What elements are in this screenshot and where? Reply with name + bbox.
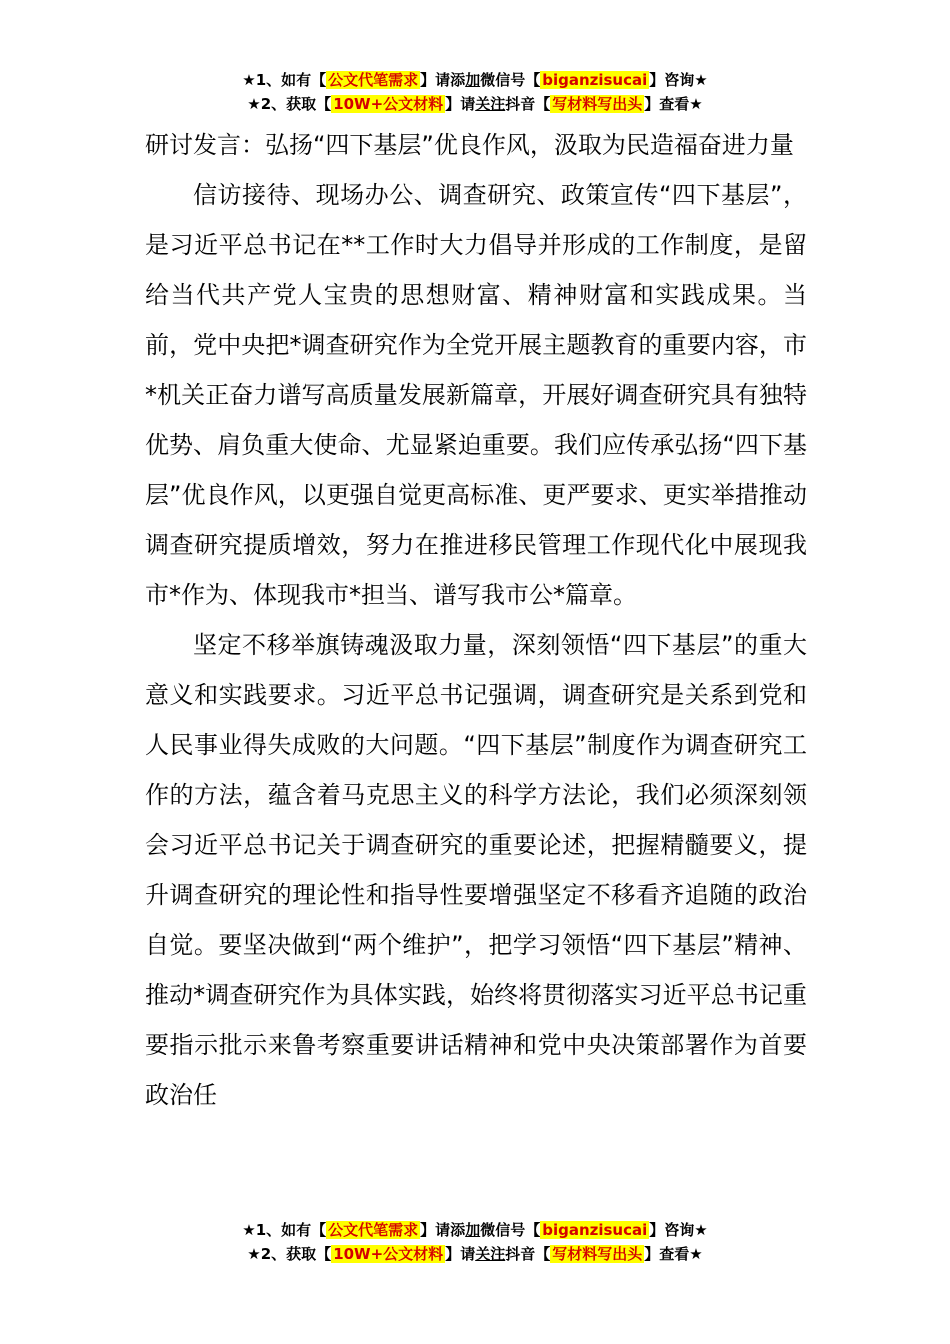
- promo-line-2: ★2、获取【 10W+公文材料 】请关注抖音【 写材料写出头 】查看★: [247, 95, 703, 113]
- highlight-douyin-account: 写材料写出头: [552, 1245, 643, 1263]
- promo-line-1: ★1、如有【 公文代笔需求 】请添加微信号【 biganzisucai 】咨询★: [242, 1221, 708, 1239]
- header-promo-banner: [0, 68, 950, 116]
- document-body: [145, 120, 807, 1120]
- paragraph-1: 信访接待、现场办公、调查研究、政策宣传“四下基层”，是习近平总书记在**工作时大力倡导并形成的工作制度，是留给当代共产党人宝贵的思想财富、精神财富和实践成果。当前，党中央把*调查研究作为全党开展主题教育的重要内容，市*机关正奋力谱写高质量发展新篇章，开展好调查研究具有独特优势、肩负重大使命、尤显紧迫重要。我们应传承弘扬“四下基层”优良作风，以更强自觉更高标准、更严要求、更实举措推动调查研究提质增效，努力在推进移民管理工作现代化中展现我市*作为、体现我市*担当、谱写我市公*篇章。: [145, 181, 807, 609]
- footer-promo-banner: [0, 1218, 950, 1266]
- highlight-writing-service: 公文代笔需求: [328, 71, 419, 89]
- highlight-wechat-id: biganzisucai: [542, 71, 648, 89]
- promo-line-1: ★1、如有【 公文代笔需求 】请添加微信号【 biganzisucai 】咨询★: [242, 71, 708, 89]
- highlight-wechat-id: biganzisucai: [542, 1221, 648, 1239]
- highlight-writing-service: 公文代笔需求: [328, 1221, 419, 1239]
- highlight-materials: 10W+公文材料: [333, 1245, 444, 1263]
- paragraph-2: 坚定不移举旗铸魂汲取力量，深刻领悟“四下基层”的重大意义和实践要求。习近平总书记强调，调查研究是关系到党和人民事业得失成败的大问题。“四下基层”制度作为调查研究工作的方法，蕴含着马克思主义的科学方法论，我们必须深刻领会习近平总书记关于调查研究的重要论述，把握精髓要义，提升调查研究的理论性和指导性要增强坚定不移看齐追随的政治自觉。要坚决做到“两个维护”，把学习领悟“四下基层”精神、推动*调查研究作为具体实践，始终将贯彻落实习近平总书记重要指示批示来鲁考察重要讲话精神和党中央决策部署作为首要政治任: [145, 631, 807, 1109]
- promo-line-2: ★2、获取【 10W+公文材料 】请关注抖音【 写材料写出头 】查看★: [247, 1245, 703, 1263]
- highlight-douyin-account: 写材料写出头: [552, 95, 643, 113]
- highlight-materials: 10W+公文材料: [333, 95, 444, 113]
- document-title: 研讨发言：弘扬“四下基层”优良作风，汲取为民造福奋进力量: [145, 131, 794, 159]
